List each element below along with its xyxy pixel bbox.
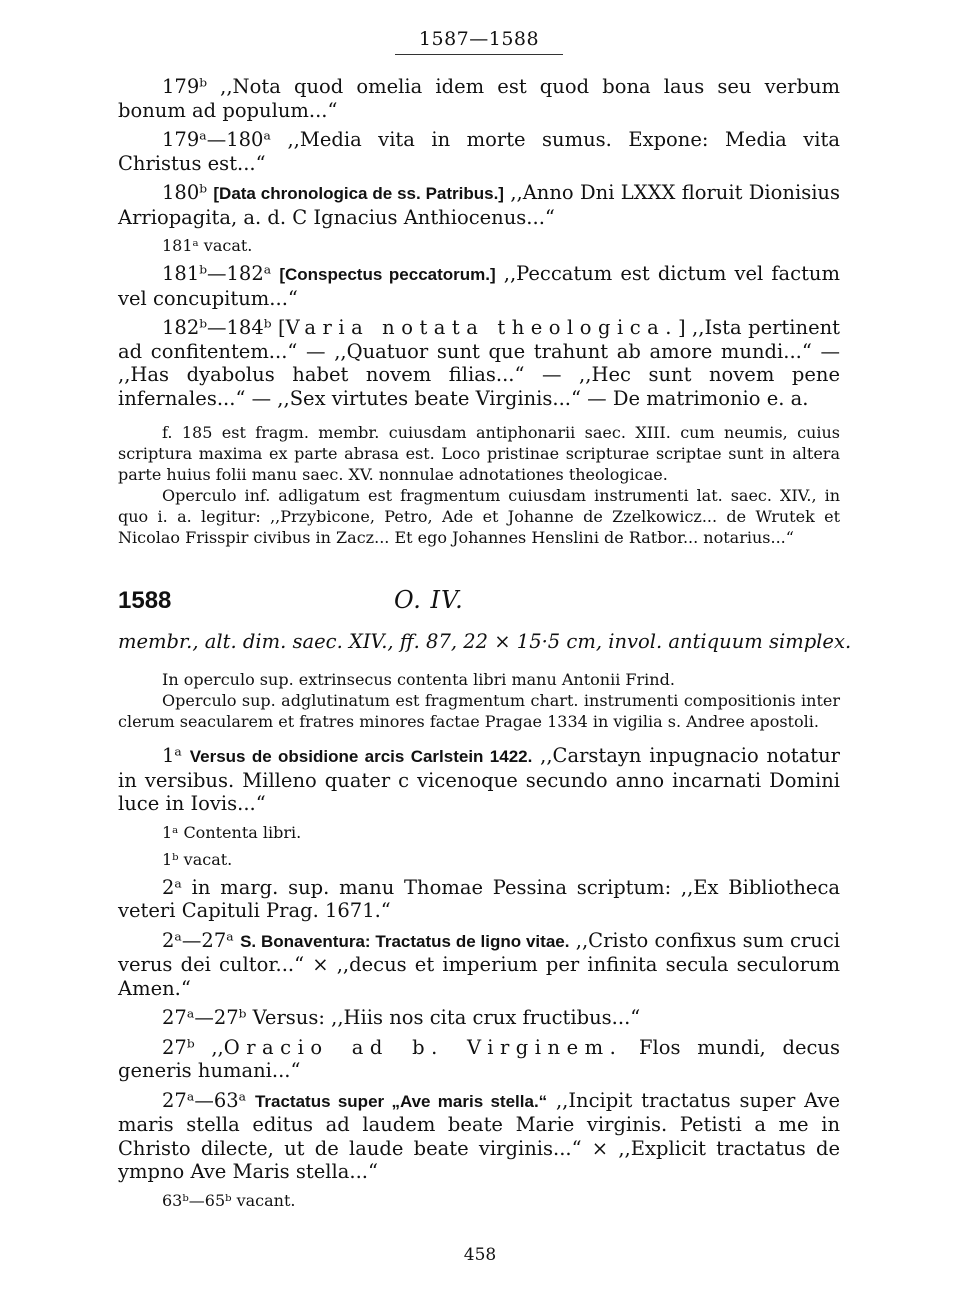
item-title: Tractatus super „Ave maris stella.“ <box>254 1091 548 1111</box>
item-1a-contenta: 1ᵃ Contenta libri. <box>162 822 302 842</box>
entry-description: membr., alt. dim. saec. XIV., ff. 87, 22 × 15·5 cm, invol. antiquum simplex. <box>118 630 852 653</box>
item-179b: 179ᵇ ,,Nota quod omelia idem est quod bona laus seu verbum bonum ad populum...“ <box>118 75 840 122</box>
item-179a-180a: 179ᵃ—180ᵃ ,,Media vita in morte sumus. Expone: Media vita Christus est...“ <box>118 128 840 175</box>
item-27a-27b: 27ᵃ—27ᵇ Versus: ,,Hiis nos cita crux fructibus...“ <box>162 1006 641 1029</box>
item-180b: 180ᵇ [Data chronologica de ss. Patribus.] ,,Anno Dni LXXX floruit Dionisius Arriopagita, a. d. C Ignacius Anthiocenus...“ <box>118 181 840 229</box>
item-1a-versus: 1ᵃ Versus de obsidione arcis Carlstein 1422. ,,Carstayn inpugnacio notatur in versibus. Milleno quater c vicenoque secundo anno incarnati Domini luce in Iovis...“ <box>118 744 840 815</box>
item-2a: 2ᵃ in marg. sup. manu Thomae Pessina scriptum: ,,Ex Bibliotheca veteri Capituli Prag. 1671.“ <box>118 875 840 922</box>
item-181a: 181ᵃ vacat. <box>162 236 253 255</box>
note-operculum-sup: In operculo sup. extrinsecus contenta libri manu Antonii Frind. <box>162 670 675 689</box>
entry-number: 1588 <box>118 587 172 614</box>
note-fragment: Operculo sup. adglutinatum est fragmentum chart. instrumenti compositionis inter clerum seacularem et fratres minores factae Pragae 1334 in vigilia s. Andree apostoli. <box>118 691 840 731</box>
page-number: 458 <box>463 1245 497 1265</box>
item-1b: 1ᵇ vacat. <box>162 849 233 869</box>
item-182b-184b: 182ᵇ—184ᵇ [Varia notata theologica.] ,,Ista pertinent ad confitentem...“ — ,,Quatuor sunt que trahunt ab amore mundi...“ — ,,Has dyabolus habet novem filias...“ — ,,Hec sunt novem pene infernales...“ — ,,Sex virtutes beate Virginis...“ — De matrimonio e. a. <box>118 316 840 410</box>
item-title: [Data chronologica de ss. Patribus.] <box>213 184 504 203</box>
running-head: 1587—1588 <box>418 28 540 50</box>
entry-heading <box>118 586 840 616</box>
item-2a-27a: 2ᵃ—27ᵃ S. Bonaventura: Tractatus de ligno vitae. ,,Cristo confixus sum cruci verus dei cultor...“ × ,,decus et imperium per infinita secula seculorum Amen.“ <box>118 928 840 1000</box>
item-title: Oracio ad b. Virginem. <box>223 1035 623 1059</box>
item-title: Versus de obsidione arcis Carlstein 1422. <box>189 747 533 766</box>
item-27b: 27ᵇ ,,Oracio ad b. Virginem. Flos mundi, decus generis humani...“ <box>118 1035 840 1082</box>
header-rule <box>395 54 563 55</box>
item-181b-182a: 181ᵇ—182ᵃ [Conspectus peccatorum.] ,,Peccatum est dictum vel factum vel concupitum...“ <box>118 262 840 310</box>
item-title: S. Bonaventura: Tractatus de ligno vitae. <box>240 931 570 951</box>
item-27a-63a: 27ᵃ—63ᵃ Tractatus super „Ave maris stella.“ ,,Incipit tractatus super Ave maris stella editus ad laudem beate Marie virginis. Petisti a me in Christo dilecte, ut de laude beate virginis...“ × ,,Explicit tractatus de ympno Ave Maris stella...“ <box>118 1088 840 1183</box>
item-63b-65b: 63ᵇ—65ᵇ vacant. <box>162 1190 296 1210</box>
item-title: Varia notata theologica. <box>285 316 678 339</box>
note-operculum-inf: Operculo inf. adligatum est fragmentum cuiusdam instrumenti lat. saec. XIV., in quo i. a. legitur: ,,Przybicone, Petro, Ade et Johanne de Zzelkowicz... de Wrutek et Nicolao Frisspir civibus in Zacz... Et ego Johannes Henslini de Ratbor... notarius...“ <box>118 486 840 547</box>
note-f185: f. 185 est fragm. membr. cuiusdam antiphonarii saec. XIII. cum neumis, cuius scriptura maxima ex parte abrasa est. Loco pristinae scripturae scriptae sunt in altera parte huius folii manu saec. XV. nonnulae adnotationes theologicae. <box>118 423 840 484</box>
page <box>118 28 852 1211</box>
entry-signature: O. IV. <box>394 586 464 614</box>
item-title: [Conspectus peccatorum.] <box>279 265 496 284</box>
